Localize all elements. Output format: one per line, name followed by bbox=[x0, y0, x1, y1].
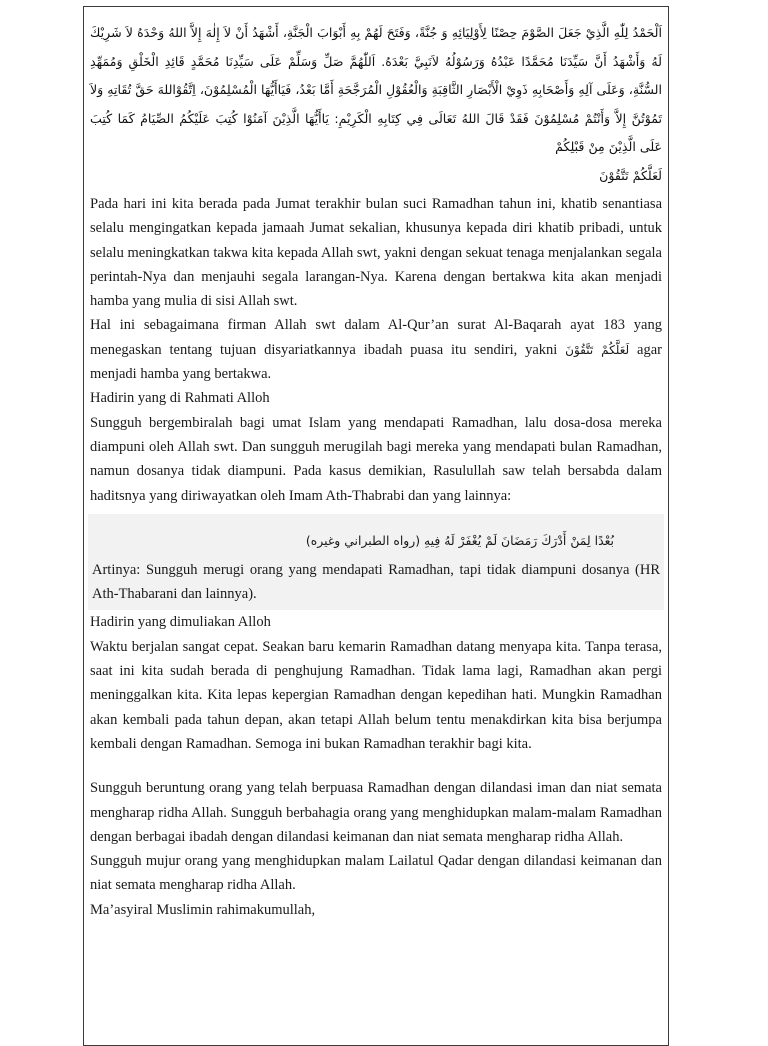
paragraph-time-passes: Waktu berjalan sangat cepat. Seakan baru kemarin Ramadhan datang menyapa kita. Tanpa terasa, saat ini kita sudah berada di penghujung Ramadhan. Tidak lama lagi, Ramadhan akan pergi meninggalkan kita. Kita lepas kepergian Ramadhan dengan kepedihan hati. Mungkin Ramadhan akan kembali pada tahun depan, akan tetapi Allah belum tentu menakdirkan kita bisa berjumpa kembali dengan Ramadhan. Semoga ini bukan Ramadhan terakhir bagi kita. bbox=[90, 638, 662, 752]
arabic-opening-prayer bbox=[90, 19, 662, 190]
hadith-translation: Artinya: Sungguh merugi orang yang mendapati Ramadhan, tapi tidak diampuni dosanya (HR Ath-Thabarani dan lainnya). bbox=[92, 561, 660, 603]
paragraph-lailatul-qadar: Sungguh mujur orang yang menghidupkan malam Lailatul Qadar dengan dilandasi keimanan dan niat semata mengharap ridha Allah. bbox=[90, 853, 662, 894]
paragraph-friday-intro: Pada hari ini kita berada pada Jumat terakhir bulan suci Ramadhan tahun ini, khatib senantiasa selalu mengingatkan kepada jamaah Jumat sekalian, khusunya kepada diri khatib pribadi, untuk selalu meningkatkan takwa kita kepada Allah swt, yakni dengan sekuat tenaga menjalankan segala perintah-Nya dan menjauhi segala larangan-Nya. Karena dengan bertakwa kita akan menjadi hamba yang mulia di sisi Allah swt. bbox=[90, 196, 662, 310]
section-heading-dimuliakan: Hadirin yang dimuliakan Alloh bbox=[90, 614, 271, 631]
paragraph-quran-tail: agar menjadi hamba yang bertakwa. bbox=[90, 341, 662, 383]
document-page bbox=[83, 6, 669, 1046]
paragraph-quran-text: Hal ini sebagaimana firman Allah swt dalam Al-Qur’an surat Al-Baqarah ayat 183 yang menegaskan tentang tujuan disyariatkannya ibadah puasa itu sendiri, yakni bbox=[90, 317, 662, 358]
closing-salutation: Ma’asyiral Muslimin rahimakumullah, bbox=[90, 901, 316, 918]
paragraph-quran-reference bbox=[90, 313, 662, 386]
paragraph-fortunate-fasting: Sungguh beruntung orang yang telah berpuasa Ramadhan dengan dilandasi iman dan niat semata mengharap ridha Allah. Sungguh berbahagia orang yang menghidupkan malam-malam Ramadhan dengan berbagai ibadah dengan dilandasi keimanan dan niat semata mengharap ridha Allah. bbox=[90, 780, 662, 845]
hadith-block bbox=[88, 514, 664, 611]
hadith-arabic-text: بُعْدًا لِمَنْ أَدْرَكَ رَمَضَانَ لَمْ يُغْفَرْ لَهُ فِيهِ (رواه الطبراني وغيره) bbox=[305, 532, 614, 548]
paragraph-ramadhan-forgiveness: Sungguh bergembiralah bagi umat Islam yang mendapati Ramadhan, lalu dosa-dosa mereka diampuni oleh Allah swt. Dan sungguh merugilah bagi mereka yang mendapati bulan Ramadhan, namun dosanya tidak diampuni. Pada kasus demikian, Rasulullah saw telah bersabda dalam haditsnya yang diriwayatkan oleh Imam Ath-Thabrabi dan yang lainnya: bbox=[90, 414, 662, 504]
arabic-opening-text: اَلْحَمْدُ لِلّٰهِ الَّذِيْ جَعَلَ الصَّوْمَ حِصْنًا لِأَوْلِيَائِهِ وَ جُنَّةً، وَفَتَحَ لَهُمْ بِهِ أَبْوَابَ الْجَنَّةِ، أَشْهَدُ أَنْ لاَ إِلٰهَ إِلاَّ اللهُ وَحْدَهُ لاَ شَرِيْكَ لَهُ وَأَشْهَدُ أَنَّ سَيِّدَنَا مُحَمَّدًا عَبْدُهُ وَرَسُوْلُهُ لاَنَبِيَّ بَعْدَهُ. اَللّٰهُمَّ صَلِّ وَسَلِّمْ عَلَى سَيِّدِنَا مُحَمَّدٍ قَائِدِ الْخَلْقِ وَمُمَهِّدِ السُّنَّةِ، وَعَلَى آلِهِ وَأَصْحَابِهِ ذَوِيْ الْأَبْصَارِ الثَّاقِبَةِ وَالْعُقُوْلِ الْمُرَجَّحَةِ أَمَّا بَعْدُ، فَيَاأَيُّهَا الْمُسْلِمُوْنَ، اِتَّقُوْاللهَ حَقَّ تُقَاتِهِ وَلاَ تَمُوْتُنَّ إِلاَّ وَأَنْتُمْ مُسْلِمُوْنَ فَقَدْ قَالَ اللهُ تَعَالَى فِي كِتَابِهِ الْكَرِيْمِ: يَاأَيُّهَا الَّذِيْنَ آمَنُوْا كُتِبَ عَلَيْكُمُ الصِّيَامُ كَمَا كُتِبَ عَلَى الَّذِيْنَ مِنْ قَبْلِكُمْ bbox=[90, 25, 662, 154]
paragraph-spacer bbox=[90, 756, 662, 776]
inline-arabic-phrase: لَعَلَّكُمْ تَتَّقُوْنَ bbox=[565, 342, 630, 357]
arabic-opening-tail: لَعَلَّكُمْ تَتَّقُوْنَ bbox=[599, 167, 662, 183]
section-heading-rahmati: Hadirin yang di Rahmati Alloh bbox=[90, 390, 270, 407]
